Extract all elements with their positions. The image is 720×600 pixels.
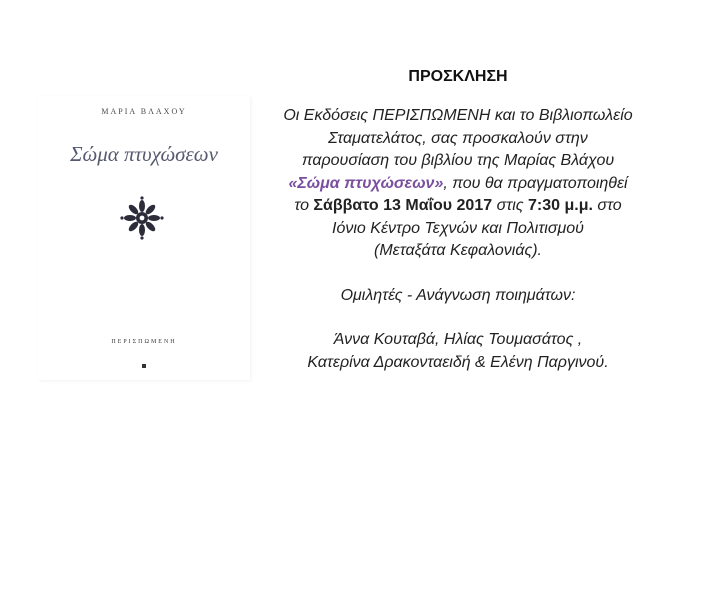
invitation-line: , που θα πραγματοποιηθεί bbox=[443, 174, 628, 192]
speakers-label: Ομιλητές - Ανάγνωση ποιημάτων: bbox=[340, 286, 576, 304]
publisher-mark bbox=[142, 364, 146, 368]
invitation-line: παρουσίαση του βιβλίου της Μαρίας Βλάχου bbox=[301, 152, 615, 169]
book-cover bbox=[38, 96, 250, 380]
speakers-list bbox=[248, 329, 668, 374]
invitation-line: το bbox=[294, 197, 314, 214]
book-title-mention: «Σώμα πτυχώσεων» bbox=[288, 174, 444, 192]
invitation-line: στο bbox=[592, 197, 622, 214]
venue-name: Ιόνιο Κέντρο Τεχνών και Πολιτισμού bbox=[332, 219, 584, 237]
speakers-line: Κατερίνα Δρακονταειδή & Ελένη Παργινού. bbox=[307, 353, 609, 371]
book-author: ΜΑΡΙΑ ΒΛΑΧΟΥ bbox=[101, 107, 187, 116]
speakers-line: Άννα Κουταβά, Ηλίας Τουμασάτος , bbox=[333, 331, 583, 348]
venue-location: (Μεταξάτα Κεφαλονιάς). bbox=[374, 242, 542, 259]
ornament-emblem-icon bbox=[120, 196, 164, 240]
event-date: Σάββατο 13 Μαΐου 2017 bbox=[313, 197, 493, 214]
book-publisher: ΠΕΡΙΣΠΩΜΕΝΗ bbox=[111, 339, 177, 345]
invitation-line: Οι Εκδόσεις ΠΕΡΙΣΠΩΜΕΝΗ και το Βιβλιοπωλείο bbox=[283, 107, 633, 124]
invitation-paragraph bbox=[248, 105, 668, 263]
invitation-heading: ΠΡΟΣΚΛΗΣΗ bbox=[408, 68, 508, 85]
invitation-text bbox=[248, 68, 668, 374]
book-title: Σώμα πτυχώσεων bbox=[70, 142, 218, 166]
invitation-line: Σταματελάτος, σας προσκαλούν στην bbox=[328, 129, 588, 147]
invitation-line: στις bbox=[492, 197, 528, 214]
event-time: 7:30 μ.μ. bbox=[527, 197, 593, 214]
